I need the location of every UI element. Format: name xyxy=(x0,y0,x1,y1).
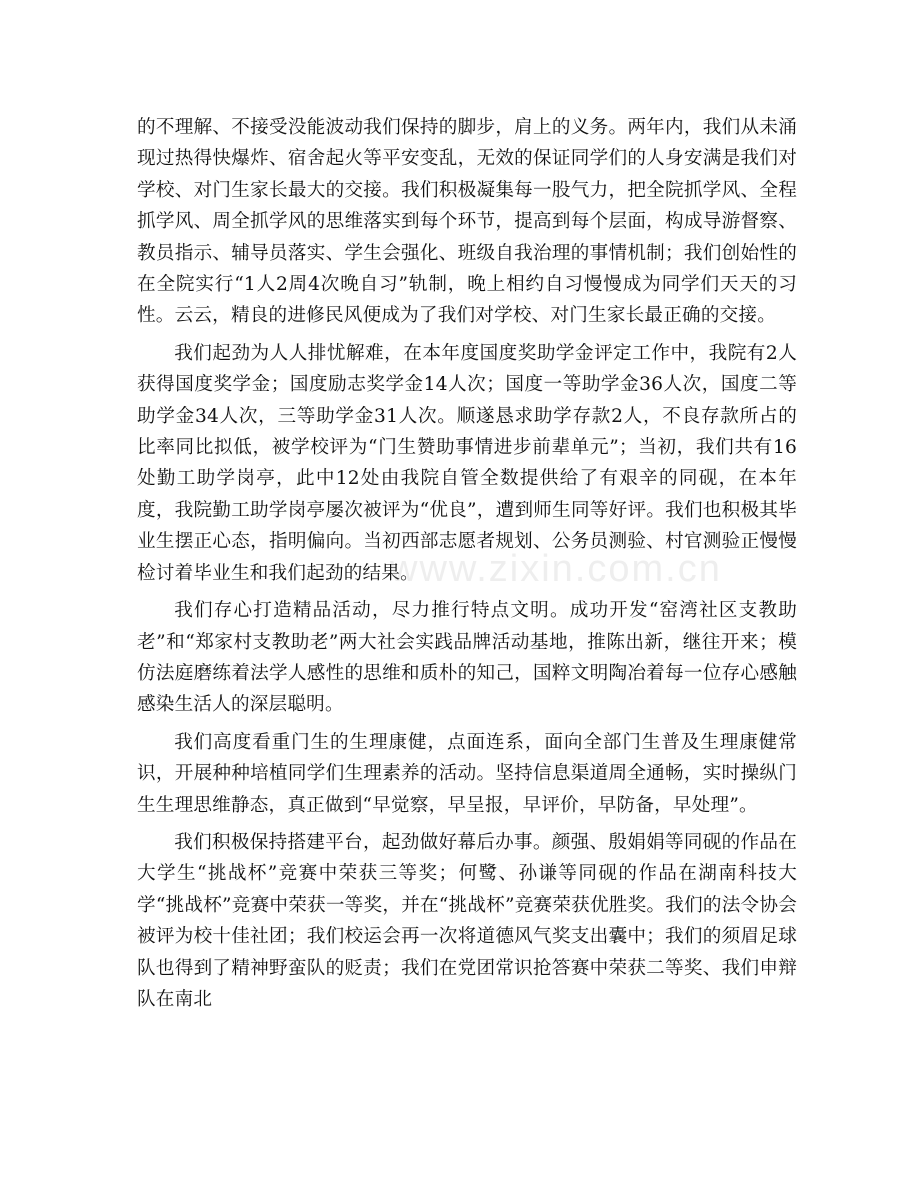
watermark: www.zixin.com.cn xyxy=(390,548,722,590)
paragraph-mental-health: 我们高度看重门生的生理康健，点面连系，面向全部门生普及生理康健常识，开展种种培植同学们生理素养的活动。坚持信息渠道周全通畅，实时操纵门生生理思维静态，真正做到“早觉察，早呈报，早评价，早防备，早处理”。 xyxy=(137,731,797,816)
document-body xyxy=(137,112,797,1021)
paragraph-continued: 的不理解、不接受没能波动我们保持的脚步，肩上的义务。两年内，我们从未涌现过热得快爆炸、宿舍起火等平安变乱，无效的保证同学们的人身安满是我们对学校、对门生家长最大的交接。我们积极凝集每一股气力，把全院抓学风、全程抓学风、周全抓学风的思维落实到每个环节，提高到每个层面，构成导游督察、教员指示、辅导员落实、学生会强化、班级自我治理的事情机制；我们创始性的在全院实行“1人2周4次晚自习”轨制，晚上相约自习慢慢成为同学们天天的习性。云云，精良的进修民风便成为了我们对学校、对门生家长最正确的交接。 xyxy=(137,117,797,327)
paragraph-activities: 我们存心打造精品活动，尽力推行特点文明。成功开发“窑湾社区支教助老”和“郑家村支教助老”两大社会实践品牌活动基地，推陈出新，继往开来；模仿法庭磨练着法学人感性的思维和质朴的知己，国粹文明陶冶着每一位存心感触感染生活人的深层聪明。 xyxy=(137,600,797,716)
paragraph-scholarship: 我们起劲为人人排忧解难，在本年度国度奖助学金评定工作中，我院有2人获得国度奖学金；国度励志奖学金14人次；国度一等助学金36人次，国度二等助学金34人次，三等助学金31人次。顺遂恳求助学存款2人，不良存款所占的比率同比拟低，被学校评为“门生赞助事情进步前辈单元”；当初，我们共有16处勤工助学岗亭，此中12处由我院自管全数提供给了有艰辛的同砚，在本年度，我院勤工助学岗亭屡次被评为“优良”，遭到师生同等好评。我们也积极其毕业生摆正心态，指明偏向。当初西部志愿者规划、公务员测验、村官测验正慢慢检讨着毕业生和我们起劲的结果。 xyxy=(137,342,797,584)
paragraph-competitions: 我们积极保持搭建平台，起劲做好幕后办事。颜强、殷娟娟等同砚的作品在大学生“挑战杯”竞赛中荣获三等奖；何鹭、孙谦等同砚的作品在湖南科技大学“挑战杯”竞赛中荣获一等奖，并在“挑战杯”竞赛荣获优胜奖。我们的法令协会被评为校十佳社团；我们校运会再一次将道德风气奖支出囊中；我们的须眉足球队也得到了精神野蛮队的贬责；我们在党团常识抢答赛中荣获二等奖、我们申辩队在南北 xyxy=(137,831,797,1010)
